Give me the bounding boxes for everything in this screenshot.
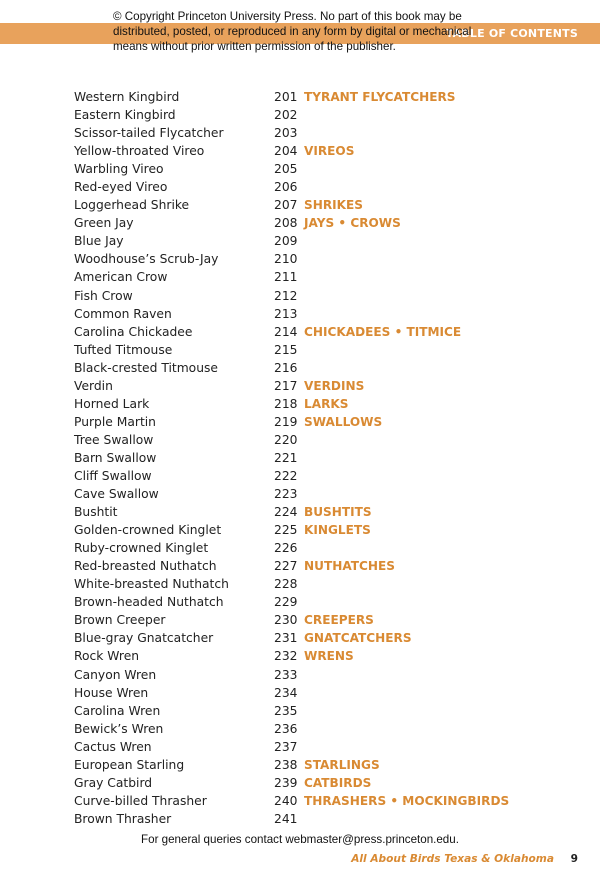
toc-page-number: 214 — [274, 324, 298, 339]
toc-row — [74, 124, 534, 142]
toc-page-number: 230 — [274, 613, 298, 628]
toc-species-name: Blue Jay — [74, 234, 124, 249]
toc-page-number: 217 — [274, 378, 298, 393]
toc-row — [74, 395, 534, 413]
toc-page-number: 226 — [274, 541, 298, 556]
toc-species-name: Brown Creeper — [74, 613, 166, 628]
toc-row — [74, 287, 534, 305]
toc-row — [74, 666, 534, 684]
toc-row — [74, 323, 534, 341]
toc-section-heading: TYRANT FLYCATCHERS — [304, 90, 456, 104]
toc-species-name: Barn Swallow — [74, 450, 157, 465]
toc-species-name: Brown Thrasher — [74, 811, 172, 826]
toc-row — [74, 593, 534, 611]
toc-species-name: Carolina Wren — [74, 703, 161, 718]
contact-notice: For general queries contact webmaster@press.princeton.edu. — [141, 833, 459, 846]
toc-section-heading: WRENS — [304, 649, 354, 664]
toc-page-number: 204 — [274, 144, 298, 159]
toc-species-name: Warbling Vireo — [74, 162, 164, 177]
toc-species-name: Cliff Swallow — [74, 468, 152, 483]
toc-row — [74, 756, 534, 774]
toc-page-number: 201 — [274, 90, 298, 104]
toc-section-heading: NUTHATCHES — [304, 559, 395, 574]
toc-section-heading: STARLINGS — [304, 757, 380, 772]
toc-page-number: 207 — [274, 198, 298, 213]
toc-row — [74, 738, 534, 756]
header-title: TABLE OF CONTENTS — [445, 27, 578, 40]
toc-row — [74, 557, 534, 575]
toc-page-number: 235 — [274, 703, 298, 718]
toc-species-name: Black-crested Titmouse — [74, 360, 218, 375]
toc-page-number: 227 — [274, 559, 298, 574]
toc-species-name: Cave Swallow — [74, 487, 159, 502]
toc-species-name: Fish Crow — [74, 288, 133, 303]
toc-page-number: 231 — [274, 631, 298, 646]
toc-species-name: Common Raven — [74, 306, 172, 321]
toc-species-name: Purple Martin — [74, 414, 156, 429]
toc-row — [74, 142, 534, 160]
toc-species-name: Ruby-crowned Kinglet — [74, 541, 209, 556]
toc-species-name: Scissor-tailed Flycatcher — [74, 126, 224, 141]
toc-row — [74, 250, 534, 268]
toc-page-number: 215 — [274, 342, 298, 357]
toc-row — [74, 214, 534, 232]
page-number: 9 — [570, 853, 578, 865]
toc-section-heading: THRASHERS • MOCKINGBIRDS — [304, 793, 510, 808]
toc-page-number: 236 — [274, 721, 298, 736]
toc-page-number: 208 — [274, 216, 298, 231]
toc-page-number: 232 — [274, 649, 298, 664]
toc-page-number: 202 — [274, 108, 298, 123]
toc-section-heading: SHRIKES — [304, 198, 363, 213]
copyright-notice: © Copyright Princeton University Press. No part of this book may be distributed, posted, or reproduced in any form by digital or mechanical means without prior written permission of the publisher. — [113, 10, 472, 53]
toc-species-name: Brown-headed Nuthatch — [74, 595, 224, 610]
toc-row — [74, 377, 534, 395]
toc-species-name: Cactus Wren — [74, 739, 152, 754]
toc-page-number: 212 — [274, 288, 298, 303]
toc-row — [74, 702, 534, 720]
toc-species-name: American Crow — [74, 270, 168, 285]
toc-row — [74, 431, 534, 449]
toc-page-number: 224 — [274, 505, 298, 520]
toc-page-number: 211 — [274, 270, 298, 285]
toc-row — [74, 503, 534, 521]
toc-row — [74, 647, 534, 665]
toc-species-name: Yellow-throated Vireo — [74, 144, 205, 159]
toc-species-name: Bushtit — [74, 505, 118, 520]
toc-page-number: 221 — [274, 450, 298, 465]
toc-page-number: 237 — [274, 739, 298, 754]
toc-section-heading: CHICKADEES • TITMICE — [304, 324, 462, 339]
toc-section-heading: KINGLETS — [304, 523, 371, 538]
table-of-contents — [74, 88, 534, 828]
toc-page-number: 219 — [274, 414, 298, 429]
toc-section-heading: CREEPERS — [304, 613, 374, 628]
toc-species-name: Carolina Chickadee — [74, 324, 193, 339]
toc-species-name: House Wren — [74, 685, 149, 700]
toc-section-heading: CATBIRDS — [304, 775, 372, 790]
toc-row — [74, 305, 534, 323]
toc-species-name: Horned Lark — [74, 396, 150, 411]
toc-section-heading: VERDINS — [304, 378, 365, 393]
toc-page-number: 222 — [274, 468, 298, 483]
toc-page-number: 210 — [274, 252, 298, 267]
toc-species-name: Rock Wren — [74, 649, 140, 664]
toc-row — [74, 485, 534, 503]
toc-row — [74, 467, 534, 485]
toc-page-number: 225 — [274, 523, 298, 538]
toc-page-number: 203 — [274, 126, 298, 141]
toc-page-number: 206 — [274, 180, 298, 195]
toc-species-name: Canyon Wren — [74, 667, 157, 682]
toc-row — [74, 413, 534, 431]
toc-species-name: Bewick’s Wren — [74, 721, 164, 736]
toc-species-name: Red-breasted Nuthatch — [74, 559, 217, 574]
toc-page-number: 234 — [274, 685, 298, 700]
toc-species-name: Golden-crowned Kinglet — [74, 523, 222, 538]
toc-species-name: Eastern Kingbird — [74, 108, 176, 123]
toc-section-heading: JAYS • CROWS — [304, 216, 401, 231]
toc-row — [74, 160, 534, 178]
toc-species-name: Blue-gray Gnatcatcher — [74, 631, 214, 646]
toc-row — [74, 106, 534, 124]
toc-species-name: Western Kingbird — [74, 90, 180, 104]
toc-row — [74, 810, 534, 828]
toc-species-name: Gray Catbird — [74, 775, 153, 790]
toc-row — [74, 792, 534, 810]
toc-row — [74, 88, 534, 106]
toc-species-name: Woodhouse’s Scrub-Jay — [74, 252, 219, 267]
toc-page-number: 228 — [274, 577, 298, 592]
toc-page-number: 218 — [274, 396, 298, 411]
toc-row — [74, 359, 534, 377]
toc-species-name: Loggerhead Shrike — [74, 198, 190, 213]
toc-row — [74, 575, 534, 593]
toc-row — [74, 720, 534, 738]
toc-page-number: 240 — [274, 793, 298, 808]
toc-row — [74, 449, 534, 467]
toc-section-heading: SWALLOWS — [304, 414, 383, 429]
toc-row — [74, 232, 534, 250]
toc-page-number: 216 — [274, 360, 298, 375]
toc-page-number: 213 — [274, 306, 298, 321]
toc-page-number: 241 — [274, 811, 298, 826]
toc-page-number: 209 — [274, 234, 298, 249]
toc-section-heading: BUSHTITS — [304, 505, 372, 520]
toc-section-heading: GNATCATCHERS — [304, 631, 412, 646]
toc-row — [74, 521, 534, 539]
toc-row — [74, 774, 534, 792]
toc-row — [74, 196, 534, 214]
toc-species-name: Verdin — [74, 378, 113, 393]
toc-species-name: White-breasted Nuthatch — [74, 577, 229, 592]
toc-page-number: 238 — [274, 757, 298, 772]
toc-species-name: Tree Swallow — [74, 432, 154, 447]
toc-species-name: Tufted Titmouse — [74, 342, 173, 357]
toc-row — [74, 341, 534, 359]
toc-species-name: Green Jay — [74, 216, 134, 231]
toc-page-number: 239 — [274, 775, 298, 790]
toc-row — [74, 539, 534, 557]
toc-page-number: 229 — [274, 595, 298, 610]
toc-species-name: Curve-billed Thrasher — [74, 793, 207, 808]
toc-page-number: 233 — [274, 667, 298, 682]
toc-row — [74, 611, 534, 629]
toc-row — [74, 178, 534, 196]
toc-page-number: 223 — [274, 487, 298, 502]
toc-page-number: 220 — [274, 432, 298, 447]
footer-book-title: All About Birds Texas & Oklahoma — [351, 853, 554, 865]
toc-row — [74, 684, 534, 702]
toc-species-name: European Starling — [74, 757, 185, 772]
toc-page-number: 205 — [274, 162, 298, 177]
toc-section-heading: VIREOS — [304, 144, 355, 159]
toc-row — [74, 268, 534, 286]
toc-row — [74, 629, 534, 647]
toc-section-heading: LARKS — [304, 396, 349, 411]
toc-species-name: Red-eyed Vireo — [74, 180, 168, 195]
